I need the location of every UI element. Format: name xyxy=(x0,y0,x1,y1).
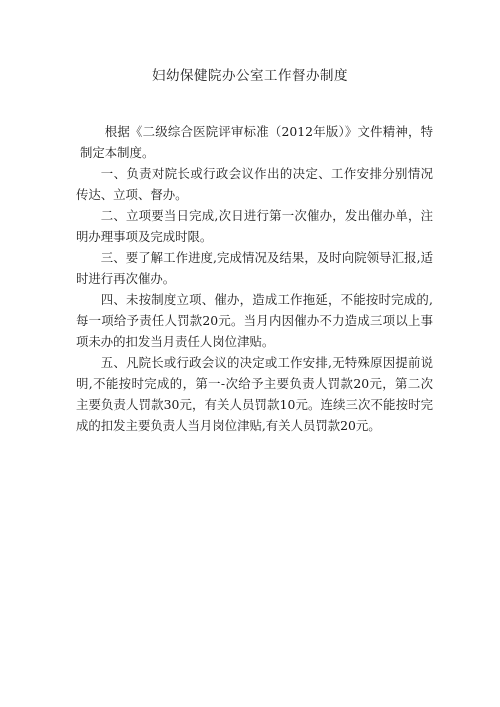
paragraph-item-2: 二、立项要当日完成,次日进行第一次催办，发出催办单，注明办理事项及完成时限。 xyxy=(76,208,433,244)
paragraph-item-4: 四、未按制度立项、催办，造成工作拖延，不能按时完成的,每一项给予责任人罚款20元。当月内因催办不力造成三项以上事项未办的扣发当月责任人岗位津贴。 xyxy=(76,292,433,349)
paragraph-item-1: 一、负责对院长或行政会议作出的决定、工作安排分别情况传达、立项、督办。 xyxy=(76,166,433,202)
document-body xyxy=(76,121,433,436)
intro-paragraph: 根据《二级综合医院评审标准（2012年版）》文件精神，特制定本制度。 xyxy=(80,124,433,160)
paragraph-item-3: 三、要了解工作进度,完成情况及结果，及时向院领导汇报,适时进行再次催办。 xyxy=(76,250,433,286)
paragraph-item-5: 五、凡院长或行政会议的决定或工作安排,无特殊原因提前说明,不能按时完成的，第一-次给予主要负责人罚款20元，第二次主要负责人罚款30元，有关人员罚款10元。连续三次不能按时完成的扣发主要负责人当月岗位津贴,有关人员罚款20元。 xyxy=(76,355,433,433)
document-title: 妇幼保健院办公室工作督办制度 xyxy=(152,68,348,84)
